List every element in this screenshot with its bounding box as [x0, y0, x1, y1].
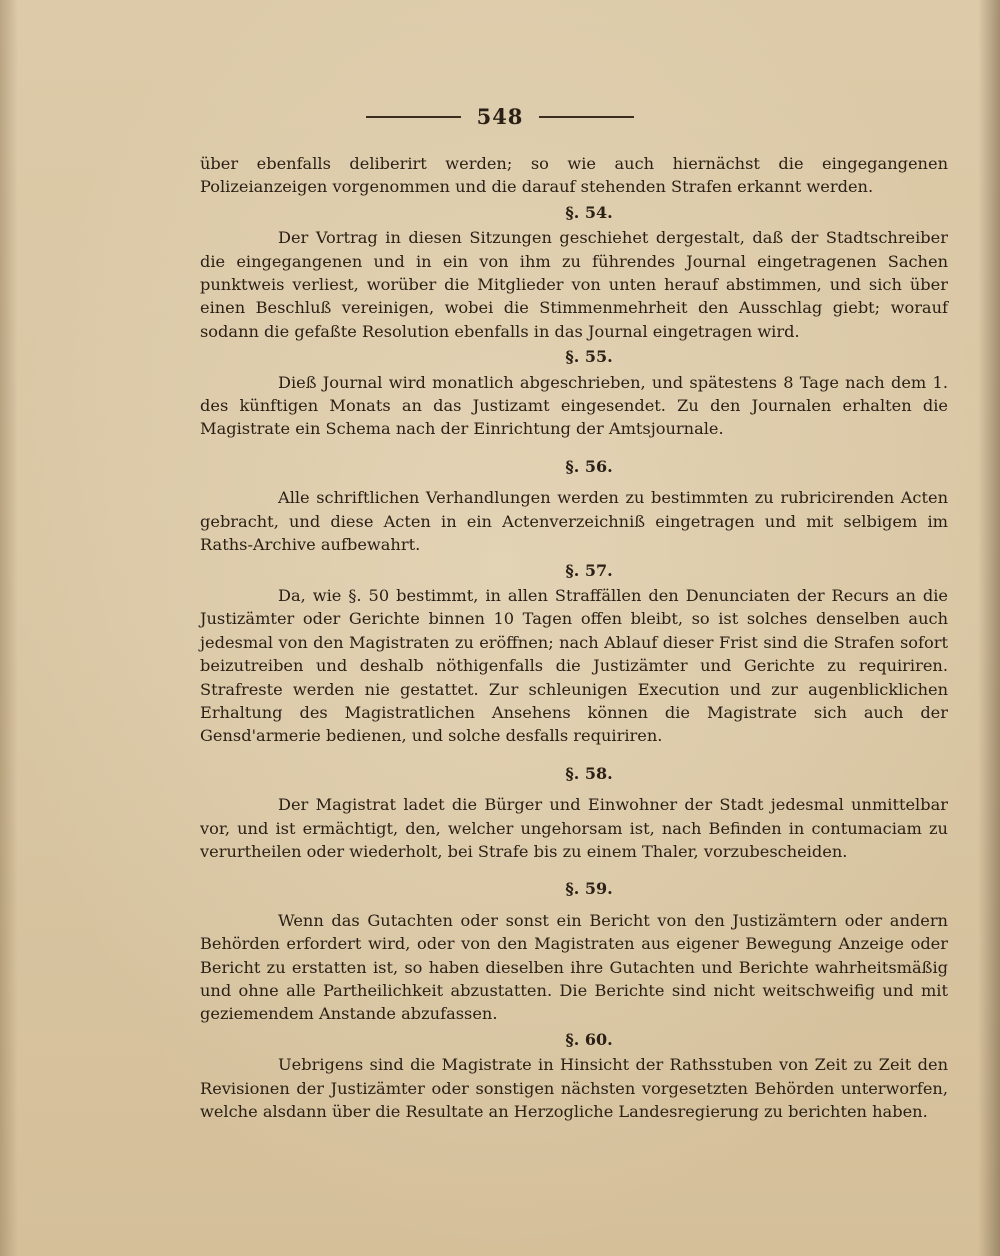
section-heading: §. 54. [565, 202, 613, 222]
section-heading: §. 58. [565, 763, 613, 783]
section-heading: §. 57. [565, 560, 613, 580]
section-heading: §. 55. [565, 347, 613, 367]
page-number: 548 [476, 104, 524, 129]
page-edge-shadow-left [0, 0, 18, 1256]
paragraph: Uebrigens sind die Magistrate in Hinsicht der Rathsstuben von Zeit zu Zeit den Revisionen der Justizämter oder sonstigen nächsten vorgesetzten Behörden unterworfen, welche alsdann über die Resultate an Herzogliche Landesregierung zu berichten haben. [200, 1055, 948, 1122]
page-header [0, 104, 1000, 129]
paragraph: Dieß Journal wird monatlich abgeschrieben, und spätestens 8 Tage nach dem 1. des künftigen Monats an das Justizamt eingesendet. Zu den Journalen erhalten die Magistrate ein Schema nach der Einrichtung der Amtsjournale. [200, 372, 948, 439]
paragraph: Alle schriftlichen Verhandlungen werden zu bestimmten zu rubricirenden Acten gebracht, und diese Acten in ein Actenverzeichniß eingetragen und mit selbigem im Raths-Archive aufbewahrt. [200, 488, 948, 555]
paragraph: Wenn das Gutachten oder sonst ein Bericht von den Justizämtern oder andern Behörden erfordert wird, oder von den Magistraten aus eigener Bewegung Anzeige oder Bericht zu erstatten ist, so haben dieselben ihre Gutachten und Berichte wahrheitsmäßig und ohne alle Partheilichkeit abzustatten. Die Berichte sind nicht weitschweifig und mit geziemendem Anstande abzufassen. [200, 910, 948, 1024]
paragraph: Der Magistrat ladet die Bürger und Einwohner der Stadt jedesmal unmittelbar vor, und ist ermächtigt, den, welcher ungehorsam ist, nach Befinden in contumaciam zu verurtheilen oder wiederholt, bei Strafe bis zu einem Thaler, vorzubescheiden. [200, 795, 948, 861]
body-text [200, 152, 948, 1123]
paragraph: Da, wie §. 50 bestimmt, in allen Straffällen den Denunciaten der Recurs an die Justizämter oder Gerichte binnen 10 Tagen offen bleibt, so ist solches denselben auch jedesmal von den Magistraten zu eröffnen; nach Ablauf dieser Frist sind die Strafen sofort beizutreiben und deshalb nöthigenfalls die Justizämter und Gerichte zu requiriren. Strafreste werden nie gestattet. Zur schleunigen Execution und zur augenblicklichen Erhaltung des Magistratlichen Ansehens können die Magistrate sich auch der Gensd'armerie bedienen, und solche desfalls requiriren. [200, 585, 948, 746]
section-heading: §. 60. [565, 1029, 613, 1049]
section-heading: §. 59. [565, 879, 613, 899]
header-rule-left [366, 116, 461, 118]
paragraph: Der Vortrag in diesen Sitzungen geschiehet dergestalt, daß der Stadtschreiber die eingegangenen und in ein von ihm zu führendes Journal eingetragenen Sachen punktweis verliest, worüber die Mitglieder von unten herauf abstimmen, und sich über einen Beschluß vereinigen, wobei die Stimmenmehrheit den Ausschlag giebt; worauf sodann die gefaßte Resolution ebenfalls in das Journal eingetragen wird. [200, 228, 948, 341]
page-edge-shadow-right [978, 0, 1000, 1256]
paragraph: über ebenfalls deliberirt werden; so wie auch hiernächst die eingegangenen Polizeianzeigen vorgenommen und die darauf stehenden Strafen erkannt werden. [200, 154, 948, 197]
section-heading: §. 56. [565, 456, 613, 476]
header-rule-right [539, 116, 634, 118]
